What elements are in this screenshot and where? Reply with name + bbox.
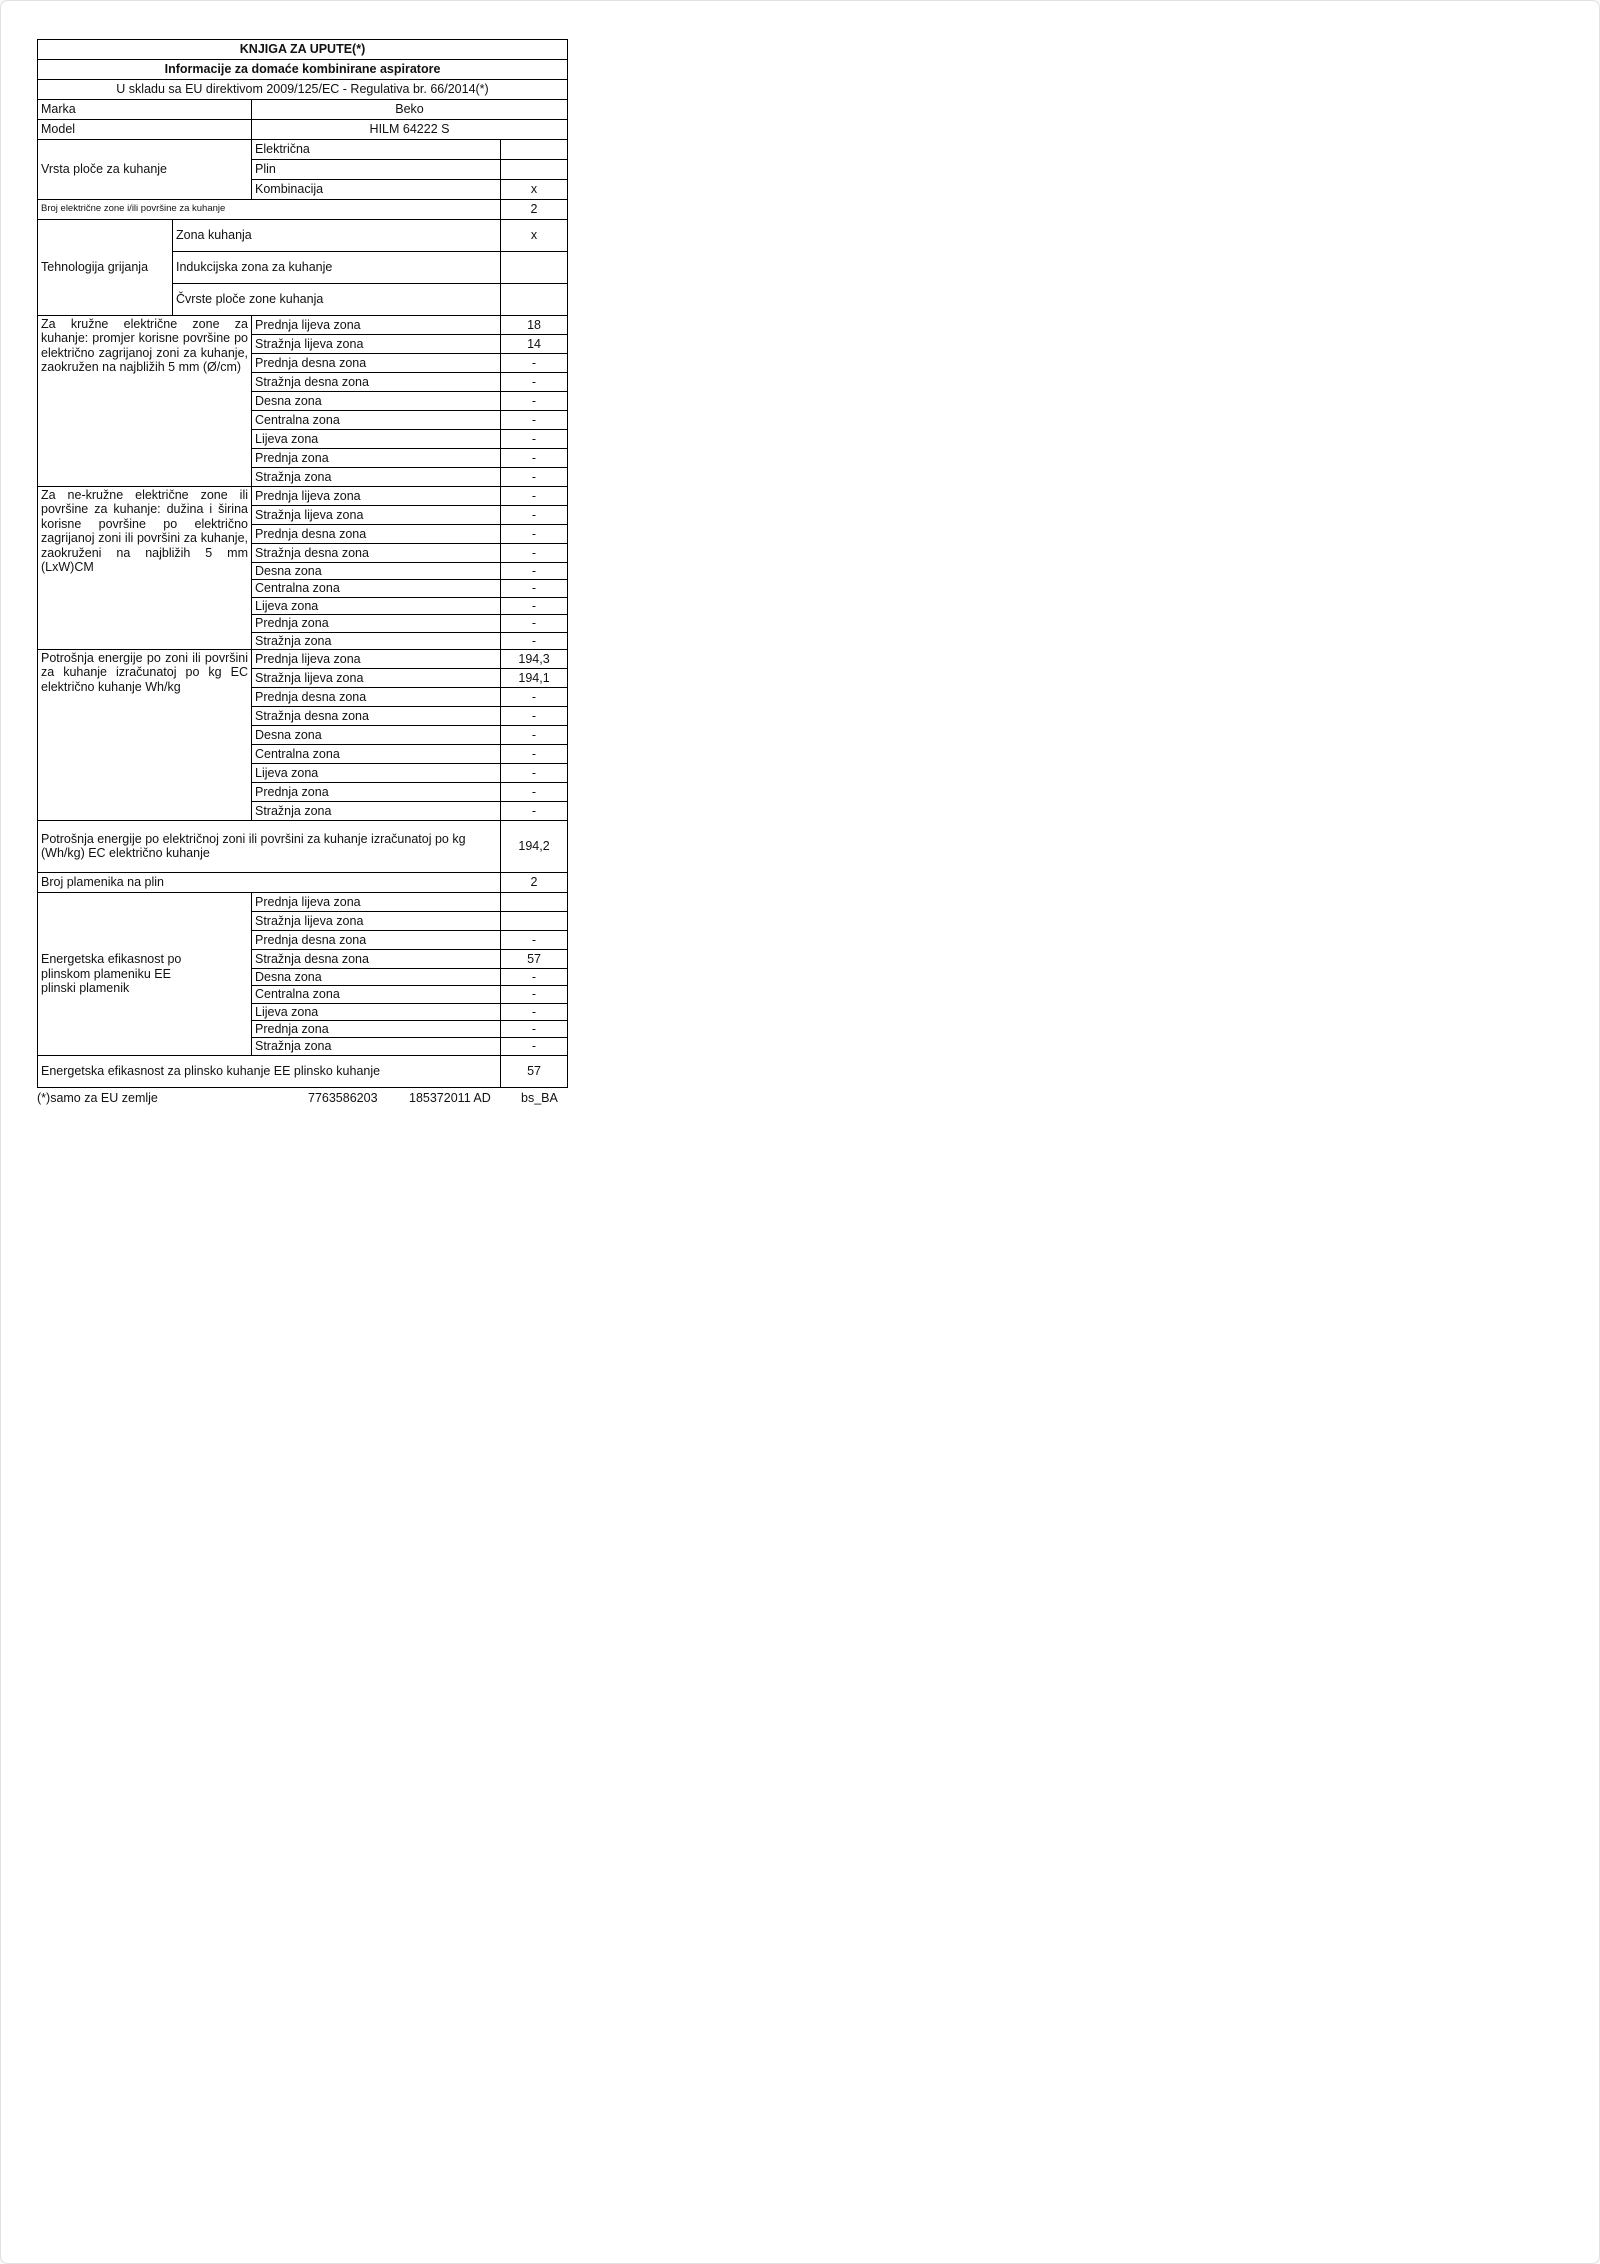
zone-name: Lijeva zona	[252, 763, 501, 782]
zone-name: Prednja zona	[252, 1021, 501, 1038]
gas-efficiency-label	[38, 892, 252, 1055]
zone-value: -	[501, 506, 568, 525]
hob-type-mark	[501, 160, 568, 180]
hob-type-mark	[501, 140, 568, 160]
zone-value: -	[501, 449, 568, 468]
heating-tech-label: Tehnologija grijanja	[38, 220, 173, 316]
zone-name: Stražnja desna zona	[252, 949, 501, 968]
zone-value: -	[501, 930, 568, 949]
gas-total-value: 57	[501, 1055, 568, 1087]
zone-name: Prednja desna zona	[252, 354, 501, 373]
gas-total-label: Energetska efikasnost za plinsko kuhanje EE plinsko kuhanje	[38, 1055, 501, 1087]
zone-value	[501, 911, 568, 930]
zone-value: -	[501, 580, 568, 597]
zone-name: Prednja zona	[252, 615, 501, 632]
zone-value: -	[501, 1021, 568, 1038]
directive-text: U skladu sa EU direktivom 2009/125/EC - Regulativa br. 66/2014(*)	[38, 80, 568, 100]
gas-burners-label: Broj plamenika na plin	[38, 872, 501, 892]
brand-label: Marka	[38, 100, 252, 120]
heating-tech-mark: x	[501, 220, 568, 252]
document-title: KNJIGA ZA UPUTE(*)	[38, 40, 568, 60]
zone-value: -	[501, 392, 568, 411]
zone-value: -	[501, 632, 568, 649]
zone-name: Centralna zona	[252, 411, 501, 430]
heating-tech-option: Zona kuhanja	[173, 220, 501, 252]
zone-value: -	[501, 373, 568, 392]
zone-value: -	[501, 782, 568, 801]
zone-name: Stražnja lijeva zona	[252, 335, 501, 354]
zone-name: Desna zona	[252, 725, 501, 744]
zone-value: -	[501, 563, 568, 580]
footer-locale: bs_BA	[521, 1091, 558, 1105]
consumption-total-value: 194,2	[501, 820, 568, 872]
circular-zones-label: Za kružne električne zone za kuhanje: promjer korisne površine po električno zagrijanoj zoni za kuhanje, zaokružen na najbližih 5 mm (Ø/cm)	[38, 316, 252, 487]
zone-name: Prednja lijeva zona	[252, 649, 501, 668]
zone-name: Desna zona	[252, 968, 501, 985]
footer-code-1: 7763586203	[308, 1091, 378, 1105]
zone-value: -	[501, 487, 568, 506]
gas-efficiency-label-text: Energetska efikasnost po plinskom plameniku EE plinski plamenik	[41, 952, 182, 995]
zone-name: Stražnja zona	[252, 1038, 501, 1055]
zone-name: Prednja desna zona	[252, 525, 501, 544]
zone-name: Lijeva zona	[252, 597, 501, 614]
hob-type-option: Električna	[252, 140, 501, 160]
zone-value: -	[501, 801, 568, 820]
zone-value: 194,1	[501, 668, 568, 687]
heating-tech-mark	[501, 284, 568, 316]
zone-name: Stražnja lijeva zona	[252, 911, 501, 930]
zone-value: -	[501, 968, 568, 985]
zone-name: Stražnja desna zona	[252, 706, 501, 725]
zone-name: Centralna zona	[252, 986, 501, 1003]
model-value: HILM 64222 S	[252, 120, 568, 140]
model-label: Model	[38, 120, 252, 140]
zone-name: Prednja zona	[252, 449, 501, 468]
consumption-section	[38, 649, 568, 820]
zone-name: Prednja lijeva zona	[252, 487, 501, 506]
zone-name: Stražnja lijeva zona	[252, 506, 501, 525]
zone-name: Stražnja zona	[252, 632, 501, 649]
zone-name: Lijeva zona	[252, 430, 501, 449]
zone-name: Prednja desna zona	[252, 930, 501, 949]
zone-value: 57	[501, 949, 568, 968]
hob-type-mark: x	[501, 180, 568, 200]
zone-name: Desna zona	[252, 392, 501, 411]
zone-value: -	[501, 763, 568, 782]
product-info-table	[37, 39, 568, 1088]
zone-name: Stražnja lijeva zona	[252, 668, 501, 687]
zone-name: Stražnja zona	[252, 801, 501, 820]
zone-name: Desna zona	[252, 563, 501, 580]
zone-name: Centralna zona	[252, 744, 501, 763]
zone-name: Prednja desna zona	[252, 687, 501, 706]
zone-name: Stražnja desna zona	[252, 373, 501, 392]
zone-value: -	[501, 725, 568, 744]
zone-name: Prednja lijeva zona	[252, 892, 501, 911]
zone-value: -	[501, 411, 568, 430]
zone-value: -	[501, 986, 568, 1003]
zone-value: -	[501, 468, 568, 487]
heating-tech-option: Čvrste ploče zone kuhanja	[173, 284, 501, 316]
zone-value	[501, 892, 568, 911]
zone-name: Stražnja desna zona	[252, 544, 501, 563]
brand-value: Beko	[252, 100, 568, 120]
zone-name: Lijeva zona	[252, 1003, 501, 1020]
circular-zones-section	[38, 316, 568, 487]
hob-type-label: Vrsta ploče za kuhanje	[38, 140, 252, 200]
hob-type-option: Plin	[252, 160, 501, 180]
heating-tech-mark	[501, 252, 568, 284]
heating-tech-option: Indukcijska zona za kuhanje	[173, 252, 501, 284]
zone-value: 14	[501, 335, 568, 354]
zone-value: -	[501, 687, 568, 706]
zone-name: Stražnja zona	[252, 468, 501, 487]
electric-zones-count-value: 2	[501, 200, 568, 220]
hob-type-option: Kombinacija	[252, 180, 501, 200]
consumption-label: Potrošnja energije po zoni ili površini za kuhanje izračunatoj po kg EC električno kuhanje Wh/kg	[38, 649, 252, 820]
footer-code-2: 185372011 AD	[409, 1091, 491, 1105]
electric-zones-count-label: Broj električne zone i/ili površine za kuhanje	[38, 200, 501, 220]
zone-name: Prednja lijeva zona	[252, 316, 501, 335]
zone-value: 194,3	[501, 649, 568, 668]
noncircular-zones-label: Za ne-kružne električne zone ili površine za kuhanje: dužina i širina korisne površine po električno zagrijanoj zoni ili površini za kuhanje, zaokruženi na najbližih 5 mm (LxW)CM	[38, 487, 252, 650]
zone-value: -	[501, 544, 568, 563]
zone-value: -	[501, 744, 568, 763]
zone-value: 18	[501, 316, 568, 335]
zone-value: -	[501, 525, 568, 544]
document-subtitle: Informacije za domaće kombinirane aspiratore	[38, 60, 568, 80]
gas-burners-value: 2	[501, 872, 568, 892]
zone-value: -	[501, 1038, 568, 1055]
zone-value: -	[501, 354, 568, 373]
zone-value: -	[501, 597, 568, 614]
noncircular-zones-section	[38, 487, 568, 650]
zone-name: Centralna zona	[252, 580, 501, 597]
zone-value: -	[501, 706, 568, 725]
gas-efficiency-section	[38, 892, 568, 1055]
zone-value: -	[501, 430, 568, 449]
document-footer	[37, 1091, 567, 1107]
zone-name: Prednja zona	[252, 782, 501, 801]
zone-value: -	[501, 615, 568, 632]
zone-value: -	[501, 1003, 568, 1020]
consumption-total-label: Potrošnja energije po električnoj zoni ili površini za kuhanje izračunatoj po kg (Wh/kg) EC električno kuhanje	[38, 820, 501, 872]
footer-note: (*)samo za EU zemlje	[37, 1091, 158, 1105]
